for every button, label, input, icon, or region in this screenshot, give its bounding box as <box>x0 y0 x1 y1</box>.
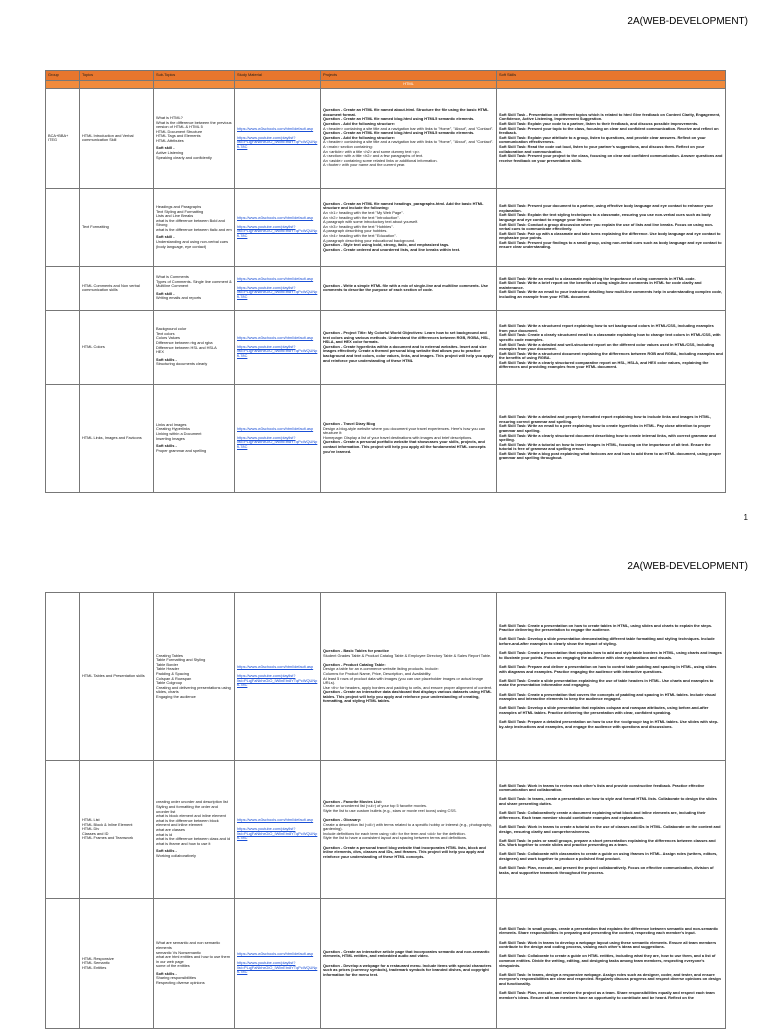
study-material-cell <box>235 761 321 899</box>
w3schools-link[interactable]: https://www.w3schools.com/html/default.asp <box>237 425 314 431</box>
section-label: HTML <box>321 81 497 89</box>
topic-cell: HTML Responsive HTML Semantic HTML Entities <box>80 899 154 1029</box>
topic-cell: HTML Links, Images and Favicons <box>80 384 154 492</box>
topic-cell: HTML List HTML Block & Inline Element HTML Div Classes and ID HTML Frames and Teamwork <box>80 761 154 899</box>
projects-cell: Question - Create an HTML file named headings_paragraphs.html. Add the basic HTML structure and include the following: An <h1> heading with the text "My Web Page". An <h2> heading with the text "Introduction". A paragraph with some introductory text about yourself. An <h3> heading with the text "Hobbies". A paragraph describing your hobbies. An <h4> heading with the text "Education". A paragraph describing your educational background. Question - Style text using bold, strong, italic, and emphasized tags. Question - Create ordered and unordered lists, and line breaks within text. <box>321 188 497 266</box>
table-row <box>46 761 726 899</box>
w3schools-link[interactable]: https://www.w3schools.com/html/default.asp <box>237 275 314 281</box>
group-cell <box>46 899 80 1029</box>
group-cell <box>46 188 80 266</box>
youtube-playlist-link[interactable]: https://www.youtube.com/playlist?list=PLqjFaNbhxGiO_IWlinEtn8YTqPcWQUNpfL78C <box>237 826 318 841</box>
column-header: Soft Skills <box>497 71 726 81</box>
subtopics-cell: Headings and Paragraphs Text Styling and Formatting Lists and Line Breaks what is the difference between Bold and Strong what is the difference between Italic and em Soft skill - Understanding and using non-verbal cues (body language, eye contact) <box>154 188 235 266</box>
curriculum-table-page-1 <box>45 70 726 493</box>
page-number: 1 <box>743 513 748 522</box>
study-material-cell <box>235 384 321 492</box>
youtube-playlist-link[interactable]: https://www.youtube.com/playlist?list=PLqjFaNbhxGiO_IWlinEtn8YTqPcWQUNpfL78C <box>237 434 318 449</box>
soft-skills-cell: Soft Skill Task: Work in teams to review each other's lists and provide constructive feedback. Practice effective communication and collaboration. Soft Skill Task: In teams, create a presentation on how to style and format HTML lists. Collaborate to design the slides and share presenting duties. Soft Skill Task: Collaboratively create a document explaining what block and inline elements are, including their differences. Each team member should contribute examples and explanations. Soft Skill Task: Work in teams to create a tutorial on the use of classes and IDs in HTML. Collaborate on the content and design, ensuring clarity and comprehensiveness. Soft Skill Task: In pairs or small groups, prepare a short presentation explaining the differences between classes and IDs. Work together to create slides and practice presenting as a team. Soft Skill Task: Collaborate with classmates to create a guide on using iframes in HTML. Assign roles (writers, editors, designers) and work together to produce a polished final product. Soft Skill Task: Plan, execute, and present the project collaboratively. Focus on effective communication, division of tasks, and supportive teamwork throughout the process. <box>497 761 726 899</box>
soft-skills-cell: Soft Skill Task: Write a structured report explaining how to set background colors in HTML/CSS, including examples from your document. Soft Skill Task: Create a clearly structured email to a classmate explaining how to change text colors in HTML/CSS, with specific code examples. Soft Skill Task: Write a detailed and well-structured report on the different color values used in HTML/CSS, including examples from your document. Soft Skill Task: Write a structured document explaining the differences between RGB and RGBA, including examples and the benefits of using RGBA. Soft Skill Task: Write a clearly structured comparative report on HSL, HSLA, and HEX color values, explaining the differences and providing examples from your HTML document. <box>497 310 726 384</box>
projects-cell: Question - Create an interactive article page that incorporates semantic and non-semantic elements, HTML entities, and embedded audio and video. Question - Develop a webpage for a restaurant menu. Include items with special characters such as prices (currency symbols), trademark symbols for branded dishes, and copyright information for the menu text. <box>321 899 497 1029</box>
section-row <box>46 81 726 89</box>
group-cell <box>46 761 80 899</box>
projects-cell: Question - Write a simple HTML file with a mix of single-line and multiline comments. Use comments to describe the purpose of each section of code. <box>321 266 497 310</box>
youtube-playlist-link[interactable]: https://www.youtube.com/playlist?list=PLqjFaNbhxGiO_IWlinEtn8YTqPcWQUNpfL78C <box>237 223 318 238</box>
topic-cell: HTML Colors <box>80 310 154 384</box>
subtopics-cell: Background color Text colors Colors Values Difference between rbg and rgba Difference between HSL and HSLA HEX Soft skills - Structuring documents clearly <box>154 310 235 384</box>
curriculum-table-page-2 <box>45 592 726 1029</box>
soft-skills-cell: Soft Skill Task: Create a presentation on how to create tables in HTML, using slides and charts to explain the steps. Practice delivering the presentation to engage the audience. Soft Skill Task: Develop a slide presentation demonstrating different table formatting and styling techniques. Include before-and-after examples to clearly show the impact of styling. Soft Skill Task: Create a presentation that explains how to add and style table borders in HTML, using charts and images to illustrate your points. Focus on engaging the audience with clear explanations and visuals. Soft Skill Task: Prepare and deliver a presentation on how to control table padding and spacing in HTML, using slides with diagrams and examples. Practice engaging the audience with interactive questions. Soft Skill Task: Create a slide presentation explaining the use of table headers in HTML. Use charts and examples to make the presentation informative and engaging. Soft Skill Task: Create a presentation that covers the concepts of padding and spacing in HTML tables. Include visual examples and interactive elements to keep the audience engaged. Soft Skill Task: Develop a slide presentation that explains colspan and rowspan attributes, using before-and-after examples of HTML tables. Practice delivering the presentation with clear, confident speaking. Soft Skill Task: Prepare a detailed presentation on how to use the <colgroup> tag in HTML tables. Use slides with step-by-step instructions and examples, and engage the audience with questions and discussions. <box>497 593 726 761</box>
w3schools-link[interactable]: https://www.w3schools.com/html/default.asp <box>237 125 314 131</box>
youtube-playlist-link[interactable]: https://www.youtube.com/playlist?list=PLqjFaNbhxGiO_IWlinEtn8YTqPcWQUNpfL78C <box>237 134 318 149</box>
study-material-cell <box>235 593 321 761</box>
group-cell <box>46 593 80 761</box>
study-material-cell <box>235 266 321 310</box>
column-header: Study Material <box>235 71 321 81</box>
youtube-playlist-link[interactable]: https://www.youtube.com/playlist?list=PLqjFaNbhxGiO_IWlinEtn8YTqPcWQUNpfL78C <box>237 960 318 975</box>
subtopics-cell: Links and Images Creating Hyperlinks Linking within a Document Inserting Images Soft skills - Proper grammar and spelling <box>154 384 235 492</box>
column-header: Sub-Topics <box>154 71 235 81</box>
w3schools-link[interactable]: https://www.w3schools.com/html/default.asp <box>237 817 314 823</box>
table-row <box>46 88 726 188</box>
column-header: Projects <box>321 71 497 81</box>
group-cell <box>46 384 80 492</box>
soft-skills-cell: Soft Skill Task: Write a detailed and properly formatted report explaining how to include links and images in HTML, ensuring correct grammar and spelling. Soft Skill Task: Write an email to a peer explaining how to create hyperlinks in HTML. Pay close attention to proper grammar and spelling. Soft Skill Task: Write a clearly structured document describing how to create internal links, with correct grammar and spelling. Soft Skill Task: Write a tutorial on how to insert images in HTML, focusing on the importance of alt text. Ensure the tutorial is free of grammar and spelling errors. Soft Skill Task: Write a blog post explaining what favicons are and how to add them to an HTML document, using proper grammar and spelling throughout. <box>497 384 726 492</box>
soft-skills-cell: Soft Skill Task: Present your document to a partner, using effective body language and eye contact to enhance your explanation. Soft Skill Task: Explain the text styling techniques to a classmate, ensuring you use non-verbal cues such as body language and eye contact to engage your listener. Soft Skill Task: Conduct a group discussion where you explain the use of lists and line breaks. Focus on using non-verbal cues to communicate effectively. Soft Skill Task: Pair up with a classmate and take turns explaining the difference. Use body language and eye contact to emphasize your points. Soft Skill Task: Present your findings to a small group, using non-verbal cues such as body language and eye contact to ensure clear understanding. <box>497 188 726 266</box>
w3schools-link[interactable]: https://www.w3schools.com/html/default.asp <box>237 664 314 670</box>
subtopics-cell: What is HTML? What is the difference between the previous version of HTML & HTML 5 HTML Document Structure HTML Tags and Elements HTML Attributes Soft skill - Active Listening Speaking clearly and confidently <box>154 88 235 188</box>
projects-cell: Question - Basic Tables for practice Student Grades Table & Product Catalog Table & Employee Directory Table & Sales Report Table. Question - Product Catalog Table: Design a table for an e-commerce website listing products. Include: Columns for Product Name, Price, Description, and Availability. At least 5 rows of product data with images (you can use placeholder images or actual image URLs). Use <th> for headers, apply borders and padding to cells, and ensure proper alignment of content. Question - Create an interactive data dashboard that displays various datasets using HTML tables. This project will help you apply and reinforce your understanding of creating, formatting, and styling HTML tables. <box>321 593 497 761</box>
table-row <box>46 266 726 310</box>
subtopics-cell: Creating Tables Table Formatting and Styling Table Border Table Header Padding & Spacing Colspan & Rowspan Table Colgroup Creating and delivering presentations using slides, charts Engaging the audience <box>154 593 235 761</box>
w3schools-link[interactable]: https://www.w3schools.com/html/default.asp <box>237 214 314 220</box>
youtube-playlist-link[interactable]: https://www.youtube.com/playlist?list=PLqjFaNbhxGiO_IWlinEtn8YTqPcWQUNpfL78C <box>237 284 318 299</box>
youtube-playlist-link[interactable]: https://www.youtube.com/playlist?list=PLqjFaNbhxGiO_IWlinEtn8YTqPcWQUNpfL78C <box>237 673 318 688</box>
w3schools-link[interactable]: https://www.w3schools.com/html/default.asp <box>237 334 314 340</box>
study-material-cell <box>235 88 321 188</box>
table-row <box>46 310 726 384</box>
topic-cell: Text Formatting <box>80 188 154 266</box>
study-material-cell <box>235 310 321 384</box>
column-header: Topics <box>80 71 154 81</box>
table-row <box>46 899 726 1029</box>
soft-skills-cell: Soft Skill Task: Write an email to a classmate explaining the importance of using comments in HTML code. Soft Skill Task: Write a brief report on the benefits of using single-line comments in HTML for code clarity and maintenance. Soft Skill Task: Write an email to your instructor detailing how multi-line comments help in understanding complex code, including an example from your HTML document. <box>497 266 726 310</box>
study-material-cell <box>235 188 321 266</box>
soft-skills-cell: Soft Skill Task - Presentation on different topics which is related to html Give feedback on Content Clarity, Engagement, Confidence, Active Listening, Improvement Suggestion. Soft Skill Task: Explain your code to a partner, listen to their feedback, and discuss possible improvements. Soft Skill Task: Present your topic to the class, focusing on clear and confident communication. Receive and reflect on feedback. Soft Skill Task: Explain your attribute to a group, listen to questions, and provide clear answers. Reflect on your communication effectiveness. Soft Skill Task: Read the code out loud, listen to your partner's suggestions, and discuss them. Reflect on your collaboration and communication. Soft Skill Task: Present your project to the class, focusing on clear and confident communication. Answer questions and receive feedback on your presentation skills. <box>497 88 726 188</box>
page-header: 2A(WEB-DEVELOPMENT) <box>627 16 748 27</box>
subtopics-cell: creating order unorder and description list Styling and formatting the order and unorder list what is block element and inline element what is the difference between block element and inline element what are classes what is id what is the difference between class and id what is iframe and how to use it Soft skills - Working collaboratively <box>154 761 235 899</box>
table-row <box>46 188 726 266</box>
subtopics-cell: What are semantic and non semantic elements semantic Vs Nonsemantic what are html entities and how to use them in our web page some of the entities Soft skills - Sharing responsibilities Respecting diverse opinions <box>154 899 235 1029</box>
group-cell <box>46 266 80 310</box>
table-row <box>46 593 726 761</box>
subtopics-cell: What is Comments Types of Comments- Single line comment & Multiline Comment Soft skill - Writing emails and reports <box>154 266 235 310</box>
topic-cell: HTML Comments and Non verbal communication skills <box>80 266 154 310</box>
table-header-row <box>46 71 726 81</box>
projects-cell: Question - Travel Diary Blog Design a blog-style website where you document your travel experiences. Here's how you can structure it: Homepage: Display a list of your travel destinations with images and brief descriptions. Question - Create a personal portfolio website that showcases your skills, projects, and contact information. This project will help you apply all the fundamental HTML concepts you've learned. <box>321 384 497 492</box>
group-cell <box>46 310 80 384</box>
page-header: 2A(WEB-DEVELOPMENT) <box>627 561 748 572</box>
w3schools-link[interactable]: https://www.w3schools.com/html/default.asp <box>237 951 314 957</box>
projects-cell: Question - Favorite Movies List: Create an unordered list (<ul>) of your top 5 favorite movies. Style the list to use custom bullets (e.g., stars or movie reel icons) using CSS. Question - Glossary: Create a description list (<dl>) with terms related to a specific hobby or interest (e.g., photography, gardening). Include definitions for each term using <dt> for the term and <dd> for the definition. Style the list to have a consistent layout and spacing between terms and definitions. Question - Create a personal travel blog website that incorporates HTML lists, block and inline elements, divs, classes and IDs, and iframes. This project will help you apply and reinforce your understanding of these HTML concepts. <box>321 761 497 899</box>
soft-skills-cell: Soft Skill Task: In small groups, create a presentation that explains the difference between semantic and non-semantic elements. Share responsibilities in preparing and presenting the content, respecting each member's input. Soft Skill Task: Work in teams to develop a webpage layout using these semantic elements. Ensure all team members contribute to the design and coding process, valuing each other's ideas and suggestions. Soft Skill Task: Collaborate to create a guide on HTML entities, including what they are, how to use them, and a list of common entities. Divide the writing, editing, and designing tasks among team members, respecting everyone's viewpoints. Soft Skill Task: In teams, design a responsive webpage. Assign roles such as designer, coder, and tester, and ensure everyone's responsibilities are clear and respected. Regularly discuss progress and respect diverse opinions on design and functionality. Soft Skill Task: Plan, execute, and review the project as a team. Share responsibilities equally and respect each team member's ideas. Ensure all team members have an opportunity to contribute and be heard. Reflect on the <box>497 899 726 1029</box>
projects-cell: Question - Project Title: My Colorful World Objectives: Learn how to set background and text colors using various methods. Understand the differences between RGB, RGBA, HSL, HSLA, and HEX color formats. Question - Create hyperlinks within a document and to external websites. Insert and size images effectively. Create a themed personal blog website that allows you to practice background and text colors, color values, links, and images. This project will help you apply and reinforce your understanding of these HTML <box>321 310 497 384</box>
youtube-playlist-link[interactable]: https://www.youtube.com/playlist?list=PLqjFaNbhxGiO_IWlinEtn8YTqPcWQUNpfL78C <box>237 343 318 358</box>
column-header: Group <box>46 71 80 81</box>
table-row <box>46 384 726 492</box>
projects-cell: Question - Create an HTML file named about.html. Structure the file using the basic HTML document format. Question - Create an HTML file named blog.html using HTML5 semantic elements. Question - Add the following structure: A <header> containing a site title and a navigation bar with links to "Home", "About", and "Contact". Question - Create an HTML file named blog.html using HTML5 semantic elements. Question - Add the following structure: A <header> containing a site title and a navigation bar with links to "Home", "About", and "Contact". A <main> section containing: An <article> with a title <h2> and some dummy text <p>. A <section> with a title <h2> and a few paragraphs of text. An <aside> containing some related links or additional information. A <footer> with your name and the current year. <box>321 88 497 188</box>
topic-cell: HTML Introduction and Verbal communication Skill <box>80 88 154 188</box>
group-cell: BCA+BBA+ ITEG <box>46 88 80 188</box>
topic-cell: HTML Tables and Presentation skills <box>80 593 154 761</box>
study-material-cell <box>235 899 321 1029</box>
